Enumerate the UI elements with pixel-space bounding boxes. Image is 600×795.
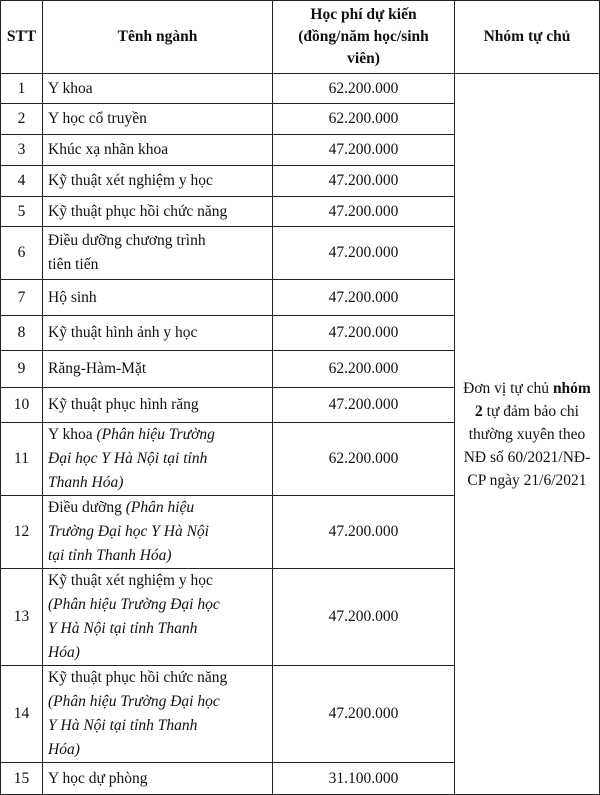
row-name-line: tiên tiến [48,256,99,273]
row-name [43,496,273,569]
row-name-plain: Kỹ thuật xét nghiệm y học [48,572,213,589]
table-header-row [1,1,600,74]
row-stt: 1 [1,74,43,104]
row-name: Y học dự phòng [43,763,273,795]
row-name-plain: Điều dưỡng [48,499,126,516]
row-fee: 62.200.000 [273,351,455,388]
row-name: Y khoa [43,74,273,104]
row-name [43,569,273,666]
row-name-italic: tại tỉnh Thanh Hóa) [48,547,172,564]
row-stt: 10 [1,388,43,423]
row-fee: 47.200.000 [273,569,455,666]
row-name [43,423,273,496]
row-stt: 12 [1,496,43,569]
row-stt: 6 [1,227,43,280]
row-fee: 47.200.000 [273,388,455,423]
row-name-italic: Hóa) [48,741,80,758]
row-name-italic: Y Hà Nội tại tỉnh Thanh [48,717,198,734]
row-stt: 13 [1,569,43,666]
row-fee: 47.200.000 [273,666,455,763]
row-fee: 62.200.000 [273,423,455,496]
group-text-2: tự đảm bảo chi [482,402,579,420]
header-fee-line1: Học phí dự kiến [310,6,417,23]
row-fee: 31.100.000 [273,763,455,795]
row-stt: 11 [1,423,43,496]
row-name-plain: Kỹ thuật phục hồi chức năng [48,669,228,686]
header-group: Nhóm tự chủ [455,1,600,74]
row-stt: 9 [1,351,43,388]
row-name-line: Điều dưỡng chương trình [48,232,206,249]
row-name: Kỹ thuật phục hình răng [43,388,273,423]
row-fee: 62.200.000 [273,74,455,104]
row-fee: 47.200.000 [273,280,455,316]
autonomy-group-cell [455,74,600,795]
row-stt: 2 [1,104,43,135]
row-stt: 8 [1,316,43,351]
group-text-1: Đơn vị tự chủ [463,379,553,397]
row-stt: 7 [1,280,43,316]
row-stt: 14 [1,666,43,763]
row-name-italic: (Phân hiệu Trường Đại học [48,693,220,710]
group-text-5: CP ngày 21/6/2021 [467,471,587,489]
row-fee: 47.200.000 [273,316,455,351]
header-fee-line3: viên) [347,50,380,67]
header-fee-line2: (đồng/năm học/sinh [298,28,429,45]
row-name: Răng-Hàm-Mặt [43,351,273,388]
row-name: Kỹ thuật hình ảnh y học [43,316,273,351]
group-text-4: NĐ số 60/2021/NĐ- [463,448,591,466]
row-name-plain: Y khoa [48,426,97,443]
row-name-italic: (Phân hiệu [125,499,195,516]
group-text-bold-2: 2 [475,402,483,420]
header-fee [273,1,455,74]
row-fee: 47.200.000 [273,496,455,569]
row-stt: 4 [1,166,43,197]
row-name: Hộ sinh [43,280,273,316]
header-stt: STT [1,1,43,74]
row-fee: 47.200.000 [273,135,455,166]
group-text-bold-1: nhóm [552,379,591,397]
row-name-italic: Thanh Hóa) [48,474,124,491]
row-name-italic: Đại học Y Hà Nội tại tỉnh [48,450,208,467]
row-stt: 15 [1,763,43,795]
row-name-italic: (Phân hiệu Trường Đại học [48,596,220,613]
row-fee: 47.200.000 [273,227,455,280]
table-row [1,74,600,104]
row-name [43,227,273,280]
row-fee: 62.200.000 [273,104,455,135]
header-name: Tênh ngành [43,1,273,74]
row-name: Khúc xạ nhãn khoa [43,135,273,166]
row-stt: 3 [1,135,43,166]
row-name: Y học cổ truyền [43,104,273,135]
row-stt: 5 [1,197,43,227]
row-name: Kỹ thuật phục hồi chức năng [43,197,273,227]
row-name-italic: Hóa) [48,644,80,661]
group-text-3: thường xuyên theo [468,425,586,443]
row-name-italic: (Phân hiệu Trường [96,426,215,443]
row-name-italic: Y Hà Nội tại tỉnh Thanh [48,620,198,637]
row-name: Kỹ thuật xét nghiệm y học [43,166,273,197]
row-name [43,666,273,763]
row-fee: 47.200.000 [273,197,455,227]
row-name-italic: Trường Đại học Y Hà Nội [48,523,209,540]
row-fee: 47.200.000 [273,166,455,197]
